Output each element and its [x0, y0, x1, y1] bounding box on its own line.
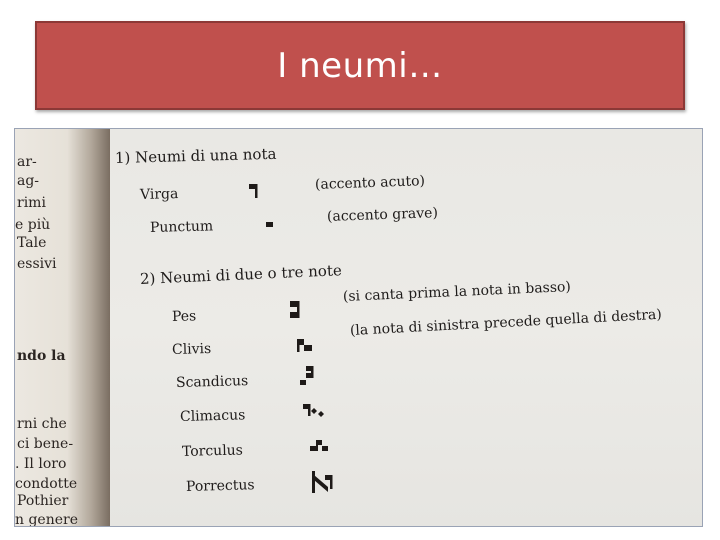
left-page-fragment: . Il loro	[15, 456, 67, 472]
neume-name: Virga	[139, 185, 179, 203]
right-page	[110, 129, 702, 526]
neume-name: Climacus	[179, 407, 246, 425]
neume-name: Pes	[171, 308, 197, 325]
left-page-fragment: ci bene-	[17, 436, 74, 452]
neume-name: Punctum	[149, 218, 214, 236]
left-page-fragment: rimi	[17, 195, 46, 211]
left-page-fragment: ndo la	[17, 348, 66, 364]
section-heading: 2) Neumi di due o tre note	[139, 261, 343, 288]
porrectus-neume-icon	[310, 469, 338, 497]
neume-name: Porrectus	[185, 477, 255, 495]
pes-neume-icon	[288, 299, 302, 321]
left-page	[15, 129, 110, 526]
scandicus-neume-icon	[299, 364, 315, 388]
left-page-fragment: condotte	[15, 476, 78, 492]
neume-note: (accento acuto)	[314, 173, 426, 193]
left-page-fragment: e più	[15, 217, 51, 233]
neume-note: (la nota di sinistra precede quella di destra)	[349, 306, 663, 339]
clivis-neume-icon	[296, 338, 314, 354]
left-page-fragment: Pothier	[17, 493, 69, 509]
neume-name: Torculus	[181, 442, 244, 460]
left-page-fragment: Tale	[17, 235, 47, 251]
slide-title-box	[35, 21, 685, 110]
left-page-fragment: essivi	[17, 256, 57, 272]
slide-title: I neumi…	[277, 45, 443, 86]
left-page-fragment: ar-	[17, 154, 37, 170]
neume-note: (si canta prima la nota in basso)	[342, 279, 572, 305]
left-page-fragment: rni che	[17, 416, 67, 432]
virga-neume-icon	[248, 183, 260, 199]
left-page-fragment: n genere	[15, 512, 78, 527]
punctum-neume-icon	[265, 221, 275, 229]
book-photo	[14, 128, 703, 527]
neume-name: Scandicus	[175, 373, 249, 391]
neume-name: Clivis	[171, 340, 212, 358]
climacus-neume-icon	[302, 403, 328, 419]
torculus-neume-icon	[309, 438, 331, 454]
section-heading: 1) Neumi di una nota	[114, 144, 277, 167]
neume-note: (accento grave)	[326, 205, 439, 225]
left-page-fragment: ag-	[17, 173, 40, 189]
